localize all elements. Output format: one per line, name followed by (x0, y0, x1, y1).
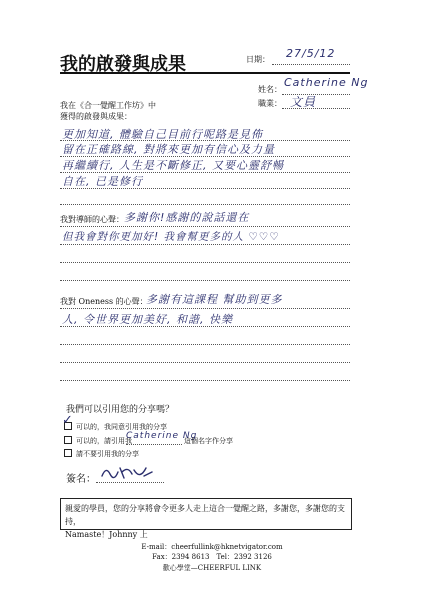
page-title: 我的啟發與成果 (60, 54, 186, 75)
footer-email: E-mail：cheerfullink@hknetvigator.com (141, 543, 283, 551)
gains-text-line3: 再繼續行, 人生是不斷修正, 又要心靈舒暢 (62, 159, 284, 172)
notice-box (60, 498, 352, 539)
oneness-label: 我對 Oneness 的心聲： (60, 297, 148, 306)
ruled-line (60, 326, 350, 327)
mentor-text-line2: 但我會對你更加好! 我會幫更多的人 ♡♡♡ (62, 231, 280, 243)
ruled-line (60, 226, 350, 227)
share-option-1-label: 可以的，我同意引用我的分享 (76, 423, 167, 431)
handwritten-signature (98, 462, 158, 482)
share-option-2-checkbox[interactable] (64, 436, 72, 444)
gains-text-line4: 自在, 已是修行 (62, 175, 143, 188)
ruled-line (60, 188, 350, 189)
ruled-line (60, 380, 350, 381)
signature-line (96, 482, 164, 483)
notice-line2: Namaste！Johnny 上 (65, 530, 148, 539)
oneness-text-line2: 人, 令世界更加美好, 和諧, 快樂 (62, 313, 233, 326)
share-option-3-checkbox[interactable] (64, 449, 72, 457)
checkmark-icon: ✓ (62, 413, 74, 428)
gains-intro-line2: 獲得的啟發與成果： (60, 112, 132, 121)
name-value: Catherine Ng (284, 76, 369, 89)
oneness-text-line1: 多謝有這課程 幫助到更多 (146, 293, 283, 306)
ruled-line (60, 344, 350, 345)
ruled-line (60, 262, 350, 263)
gains-text-line1: 更加知道, 體驗自己目前行呢路是見佈 (62, 128, 263, 141)
ruled-line (60, 280, 350, 281)
ruled-line (60, 244, 350, 245)
share-option-2-name-line (126, 444, 182, 445)
date-value: 27/5/12 (286, 47, 336, 60)
occupation-label: 職業： (258, 99, 282, 108)
share-option-2-label-before: 可以的，請引用我 (76, 437, 132, 445)
date-line (272, 64, 350, 65)
gains-text-line2: 留在正確路線, 對將來更加有信心及力量 (62, 143, 275, 156)
ruled-line (60, 362, 350, 363)
name-label: 姓名： (258, 85, 282, 94)
ruled-line (60, 204, 350, 205)
share-option-3-label: 請不要引用我的分享 (76, 450, 139, 458)
gains-intro-line1: 我在《合一覺醒工作坊》中 (60, 101, 156, 110)
date-label: 日期： (246, 55, 270, 64)
ruled-line (60, 308, 350, 309)
footer-org: 歡心學堂—CHEERFUL LINK (162, 564, 262, 572)
signature-label: 簽名： (66, 474, 96, 485)
title-underline (60, 72, 350, 74)
occupation-value: 文員 (290, 95, 317, 109)
footer-phone: Fax：2394 8613 Tel：2392 3126 (152, 553, 272, 561)
share-option-2-label-after: 這個名字作分享 (184, 437, 233, 445)
notice-line1: 親愛的學員，您的分享將會令更多人走上這合一覺醒之路，多謝您，多謝您的支持， (65, 504, 345, 526)
mentor-text-line1: 多謝你!感謝的說話還在 (124, 211, 250, 224)
mentor-label: 我對導師的心聲： (60, 215, 124, 224)
share-question: 我們可以引用您的分享嗎？ (66, 405, 175, 415)
share-option-2-name: Catherine Ng (126, 431, 198, 441)
